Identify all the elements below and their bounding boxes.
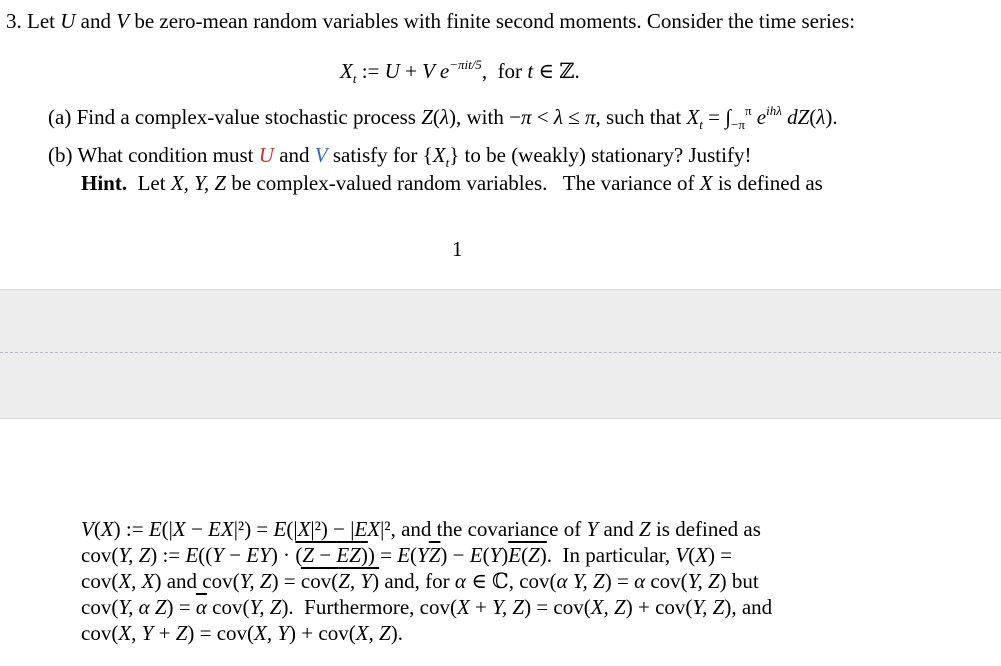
hint-line: Hint. Let X, Y, Z be complex-valued random variables. The variance of X is defined as — [81, 171, 823, 195]
problem-intro: 3. Let U and V be zero-mean random variables with finite second moments. Consider the time series: — [6, 9, 856, 33]
hint-continued-line-3: cov(X, X) and cov(Y, Z) = cov(Z, Y) and, for α ∈ ℂ, cov(α Y, Z) = α cov(Y, Z) but — [81, 569, 759, 593]
time-series-equation: $X_t$ := U + V $e^{-\pi it/5}$, for t ∈ ℤ. — [340, 57, 580, 86]
hint-continued-line-4: cov(Y, α $Z) = \overline{\alpha}$ cov(Y, Z). Furthermore, cov(X + Y, Z) = cov(X, Z) + cov(Y, Z), and — [81, 595, 773, 619]
page-break-dashed-line — [0, 352, 1001, 353]
problem-number: 3. — [6, 9, 22, 33]
hint-continued-line-5: cov(X, Y + Z) = cov(X, Y) + cov(X, Z). — [81, 621, 403, 645]
part-b: (b) What condition must U and V satisfy for $\{X_t\}$ to be (weakly) stationary? Justify! — [48, 143, 752, 170]
hint-continued-line-2: cov(Y, Z) := $E((Y - EY) \cdot (Z - EZ)) = E(Y\overline{Z}) - E(Y)E(Z)$. In particular, V(X) = — [81, 543, 733, 567]
part-a: (a) Find a complex-value stochastic process Z(λ), with −π < λ ≤ π, such that $X_t = \int_{-\pi}^\pi$ $e^{ih\lambda}$ dZ(λ). — [48, 103, 838, 132]
hint-continued-line-1: V(X) := E(|X − EX|²) = E(|X|²) − |EX|², and the covariance of Y and Z is defined as — [81, 517, 761, 541]
part-b-label: (b) — [48, 143, 73, 167]
hint-label: Hint. — [81, 171, 128, 195]
page-number: 1 — [452, 237, 463, 261]
page-break-gap — [0, 289, 1001, 419]
part-a-label: (a) — [48, 105, 72, 129]
